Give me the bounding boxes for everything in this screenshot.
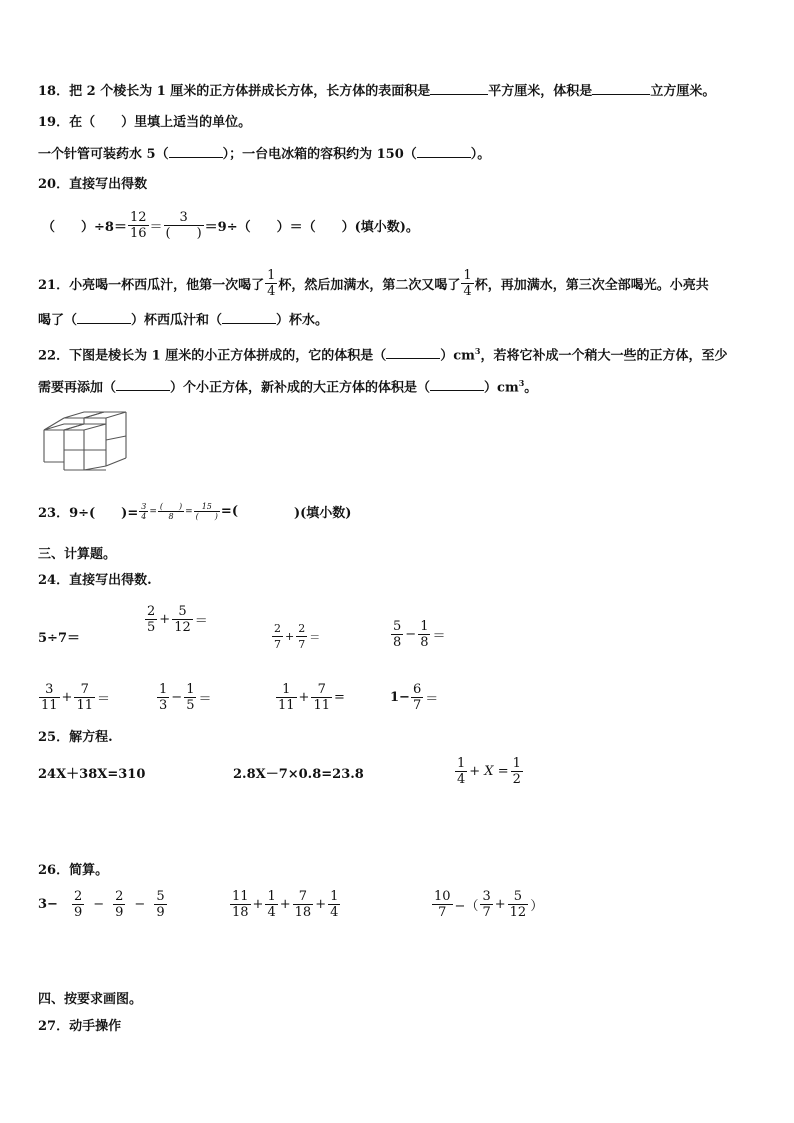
q22-text-c: ）cm: [484, 380, 519, 396]
q20-number: 20．: [38, 177, 70, 192]
q24-expr-6: [156, 682, 212, 713]
q24-expr-1: [38, 627, 80, 646]
q23-fraction-3: $\frac{15}{( )}$: [195, 502, 218, 521]
q21-text-2: 杯，然后加满水，第二次又喝了: [278, 278, 461, 293]
equals: ＝: [194, 614, 208, 629]
q22-text-3: ，若将它补成一个稍大一些的正方体，至少: [480, 348, 728, 364]
q23-part-b: =(: [220, 504, 238, 519]
fraction: $\frac{6}{7}$: [412, 682, 422, 713]
q23-part-c: )(填小数): [293, 506, 352, 521]
q24-expr-4: [390, 619, 446, 650]
q27-title: 动手操作: [69, 1019, 122, 1034]
section-4-heading: 四、按要求画图。: [38, 992, 143, 1007]
operator: −: [171, 690, 183, 705]
fraction: $\frac{1}{4}$: [267, 889, 276, 920]
operator: −: [405, 627, 417, 642]
q19-line-2: [38, 145, 490, 164]
q18-blank-area[interactable]: [430, 82, 488, 95]
question-23: [38, 502, 351, 521]
q21-text-b: ）杯西瓜汁和（: [131, 313, 223, 328]
q21-fraction-2: $\frac{1}{4}$: [463, 268, 472, 299]
q18-text-1: 把 2 个棱长为 1 厘米的正方体拼成长方体，长方体的表面积是: [69, 84, 431, 99]
operator: +: [494, 897, 506, 912]
q19-text-c: ）。: [470, 147, 491, 162]
question-22: [38, 342, 727, 365]
question-18: [38, 82, 715, 101]
equals: ＝: [425, 692, 439, 707]
q25-title: 解方程.: [69, 730, 113, 745]
q18-text-3: 立方厘米。: [650, 84, 716, 99]
q25-number: 25．: [38, 730, 70, 745]
fraction: $\frac{1}{2}$: [512, 756, 521, 787]
q22-blank-count[interactable]: [116, 378, 170, 391]
fraction: $\frac{1}{8}$: [420, 619, 429, 650]
question-20: [38, 176, 147, 194]
fraction: $\frac{7}{18}$: [294, 889, 312, 920]
q21-text-1: 小亮喝一杯西瓜汁，他第一次喝了: [69, 278, 265, 293]
q26-number: 26．: [38, 863, 70, 878]
q22-blank-new-volume[interactable]: [430, 378, 484, 391]
section-3-heading: 三、计算题。: [38, 547, 117, 562]
q18-blank-volume[interactable]: [592, 82, 650, 95]
prefix: 1−: [390, 690, 410, 705]
question-21: [38, 268, 709, 299]
q25-equation-1: 24X＋38X=310: [38, 767, 146, 782]
q25-equation-3: [454, 756, 524, 787]
fraction: $\frac{5}{12}$: [174, 604, 191, 635]
fraction: $\frac{2}{5}$: [147, 604, 156, 635]
operator: +: [279, 897, 291, 912]
fraction: $\frac{5}{12}$: [509, 889, 527, 920]
q22-number: 22．: [38, 348, 70, 364]
operator: +: [285, 630, 295, 643]
q22-text-d: 。: [524, 380, 538, 396]
fraction: $\frac{7}{11}$: [313, 682, 330, 713]
q19-blank-1[interactable]: [169, 145, 223, 158]
fraction: $\frac{3}{11}$: [41, 682, 58, 713]
fraction: $\frac{2}{9}$: [115, 889, 124, 920]
operator: +: [298, 690, 310, 705]
q22-text-a: 需要再添加（: [38, 380, 117, 396]
operator: +: [252, 897, 264, 912]
equals: ＝: [198, 692, 212, 707]
q26-expr-1: [38, 889, 168, 920]
q20-fraction-1: $\frac{12}{16}$: [129, 210, 147, 241]
q24-expr-8: [390, 682, 439, 713]
q21-blank-water[interactable]: [222, 311, 276, 324]
fraction: $\frac{1}{11}$: [278, 682, 295, 713]
q23-eq-1: =: [149, 506, 157, 517]
question-19: [38, 114, 251, 132]
closing-paren: ）: [530, 899, 544, 914]
q22-line-2: [38, 374, 537, 397]
fraction: $\frac{2}{7}$: [274, 622, 281, 651]
q20-equals: ＝: [149, 220, 163, 235]
fraction: $\frac{11}{18}$: [232, 889, 249, 920]
fraction: $\frac{1}{3}$: [159, 682, 168, 713]
q20-fraction-2: $\frac{3}{( )}$: [165, 210, 202, 241]
q19-text-a: 一个针管可装药水 5（: [38, 147, 169, 162]
q24-title: 直接写出得数.: [69, 573, 152, 588]
equals: =: [334, 690, 345, 705]
operator: −: [93, 897, 105, 912]
q20-part-b: ＝9÷（ ）＝（ ）(填小数)。: [204, 220, 419, 235]
q24-expr-1-text: 5÷7＝: [38, 631, 80, 646]
q21-text-a: 喝了（: [38, 313, 78, 328]
q23-part-a: 9÷( )=: [69, 506, 139, 521]
fraction: $\frac{2}{9}$: [73, 889, 83, 920]
q22-cube-superscript-2: 3: [518, 378, 525, 388]
q26-expr-2: [229, 889, 341, 920]
operator: +: [315, 897, 327, 912]
q21-text-3: 杯，再加满水，第三次全部喝光。小亮共: [474, 278, 709, 293]
question-27: [38, 1018, 121, 1036]
q21-text-c: ）杯水。: [276, 313, 329, 328]
q25-equation-2: 2.8X－7×0.8=23.8: [233, 767, 364, 782]
q21-fraction-1: $\frac{1}{4}$: [267, 268, 276, 299]
q21-blank-juice[interactable]: [77, 311, 131, 324]
q24-expr-7: [275, 682, 346, 713]
q23-number: 23．: [38, 506, 70, 521]
q19-number: 19．: [38, 115, 70, 130]
fraction: $\frac{1}{5}$: [186, 682, 195, 713]
fraction: $\frac{7}{11}$: [76, 682, 93, 713]
q20-title: 直接写出得数: [69, 177, 148, 192]
equals: ＝: [97, 692, 111, 707]
fraction: $\frac{3}{7}$: [482, 889, 491, 920]
q22-text-b: ）个小正方体，新补成的大正方体的体积是（: [170, 380, 431, 396]
question-24: [38, 572, 152, 590]
fraction: $\frac{5}{8}$: [393, 619, 402, 650]
fraction: $\frac{5}{9}$: [156, 889, 165, 920]
fraction: $\frac{2}{7}$: [298, 622, 306, 651]
q23-fraction-2: $\frac{( )}{8}$: [159, 502, 183, 521]
q22-text-1: 下图是棱长为 1 厘米的小正方体拼成的，它的体积是（: [69, 348, 387, 364]
operator: +: [61, 690, 73, 705]
equals: ＝: [309, 630, 321, 644]
q24-expr-5: [38, 682, 111, 713]
operator: +: [159, 612, 171, 627]
prefix: 3−: [38, 897, 58, 912]
q21-line-2: [38, 311, 328, 330]
fraction: $\frac{10}{7}$: [434, 889, 451, 920]
q19-text-b: ）；一台电冰箱的容积约为 150（: [222, 147, 417, 162]
q22-cube-superscript: 3: [474, 346, 481, 356]
q18-text-2: 平方厘米，体积是: [488, 84, 593, 99]
q24-expr-3: [271, 621, 321, 652]
q22-blank-volume[interactable]: [386, 346, 440, 359]
q22-text-2: ）cm: [440, 348, 475, 364]
q26-expr-3: [431, 889, 544, 920]
q24-expr-2: [144, 604, 209, 635]
fraction: $\frac{1}{4}$: [330, 889, 339, 920]
operator: −: [134, 897, 146, 912]
q24-number: 24．: [38, 573, 70, 588]
q27-number: 27．: [38, 1019, 70, 1034]
cube-figure: [42, 410, 134, 472]
q18-number: 18．: [38, 84, 70, 99]
question-25: [38, 729, 113, 747]
q20-expression: [42, 210, 419, 241]
q19-title: 在（ ）里填上适当的单位。: [69, 115, 252, 130]
fraction: $\frac{1}{4}$: [457, 756, 466, 787]
q19-blank-2[interactable]: [417, 145, 471, 158]
middle: −（: [454, 899, 479, 914]
question-26: [38, 862, 108, 880]
q21-number: 21．: [38, 278, 70, 293]
middle: + X =: [469, 764, 509, 779]
q26-title: 简算。: [69, 863, 109, 878]
q20-part-a: （ ）÷8＝: [42, 220, 127, 235]
q23-fraction-1: $\frac{3}{4}$: [141, 502, 147, 521]
equals: ＝: [432, 629, 446, 644]
q23-eq-2: =: [185, 506, 193, 517]
